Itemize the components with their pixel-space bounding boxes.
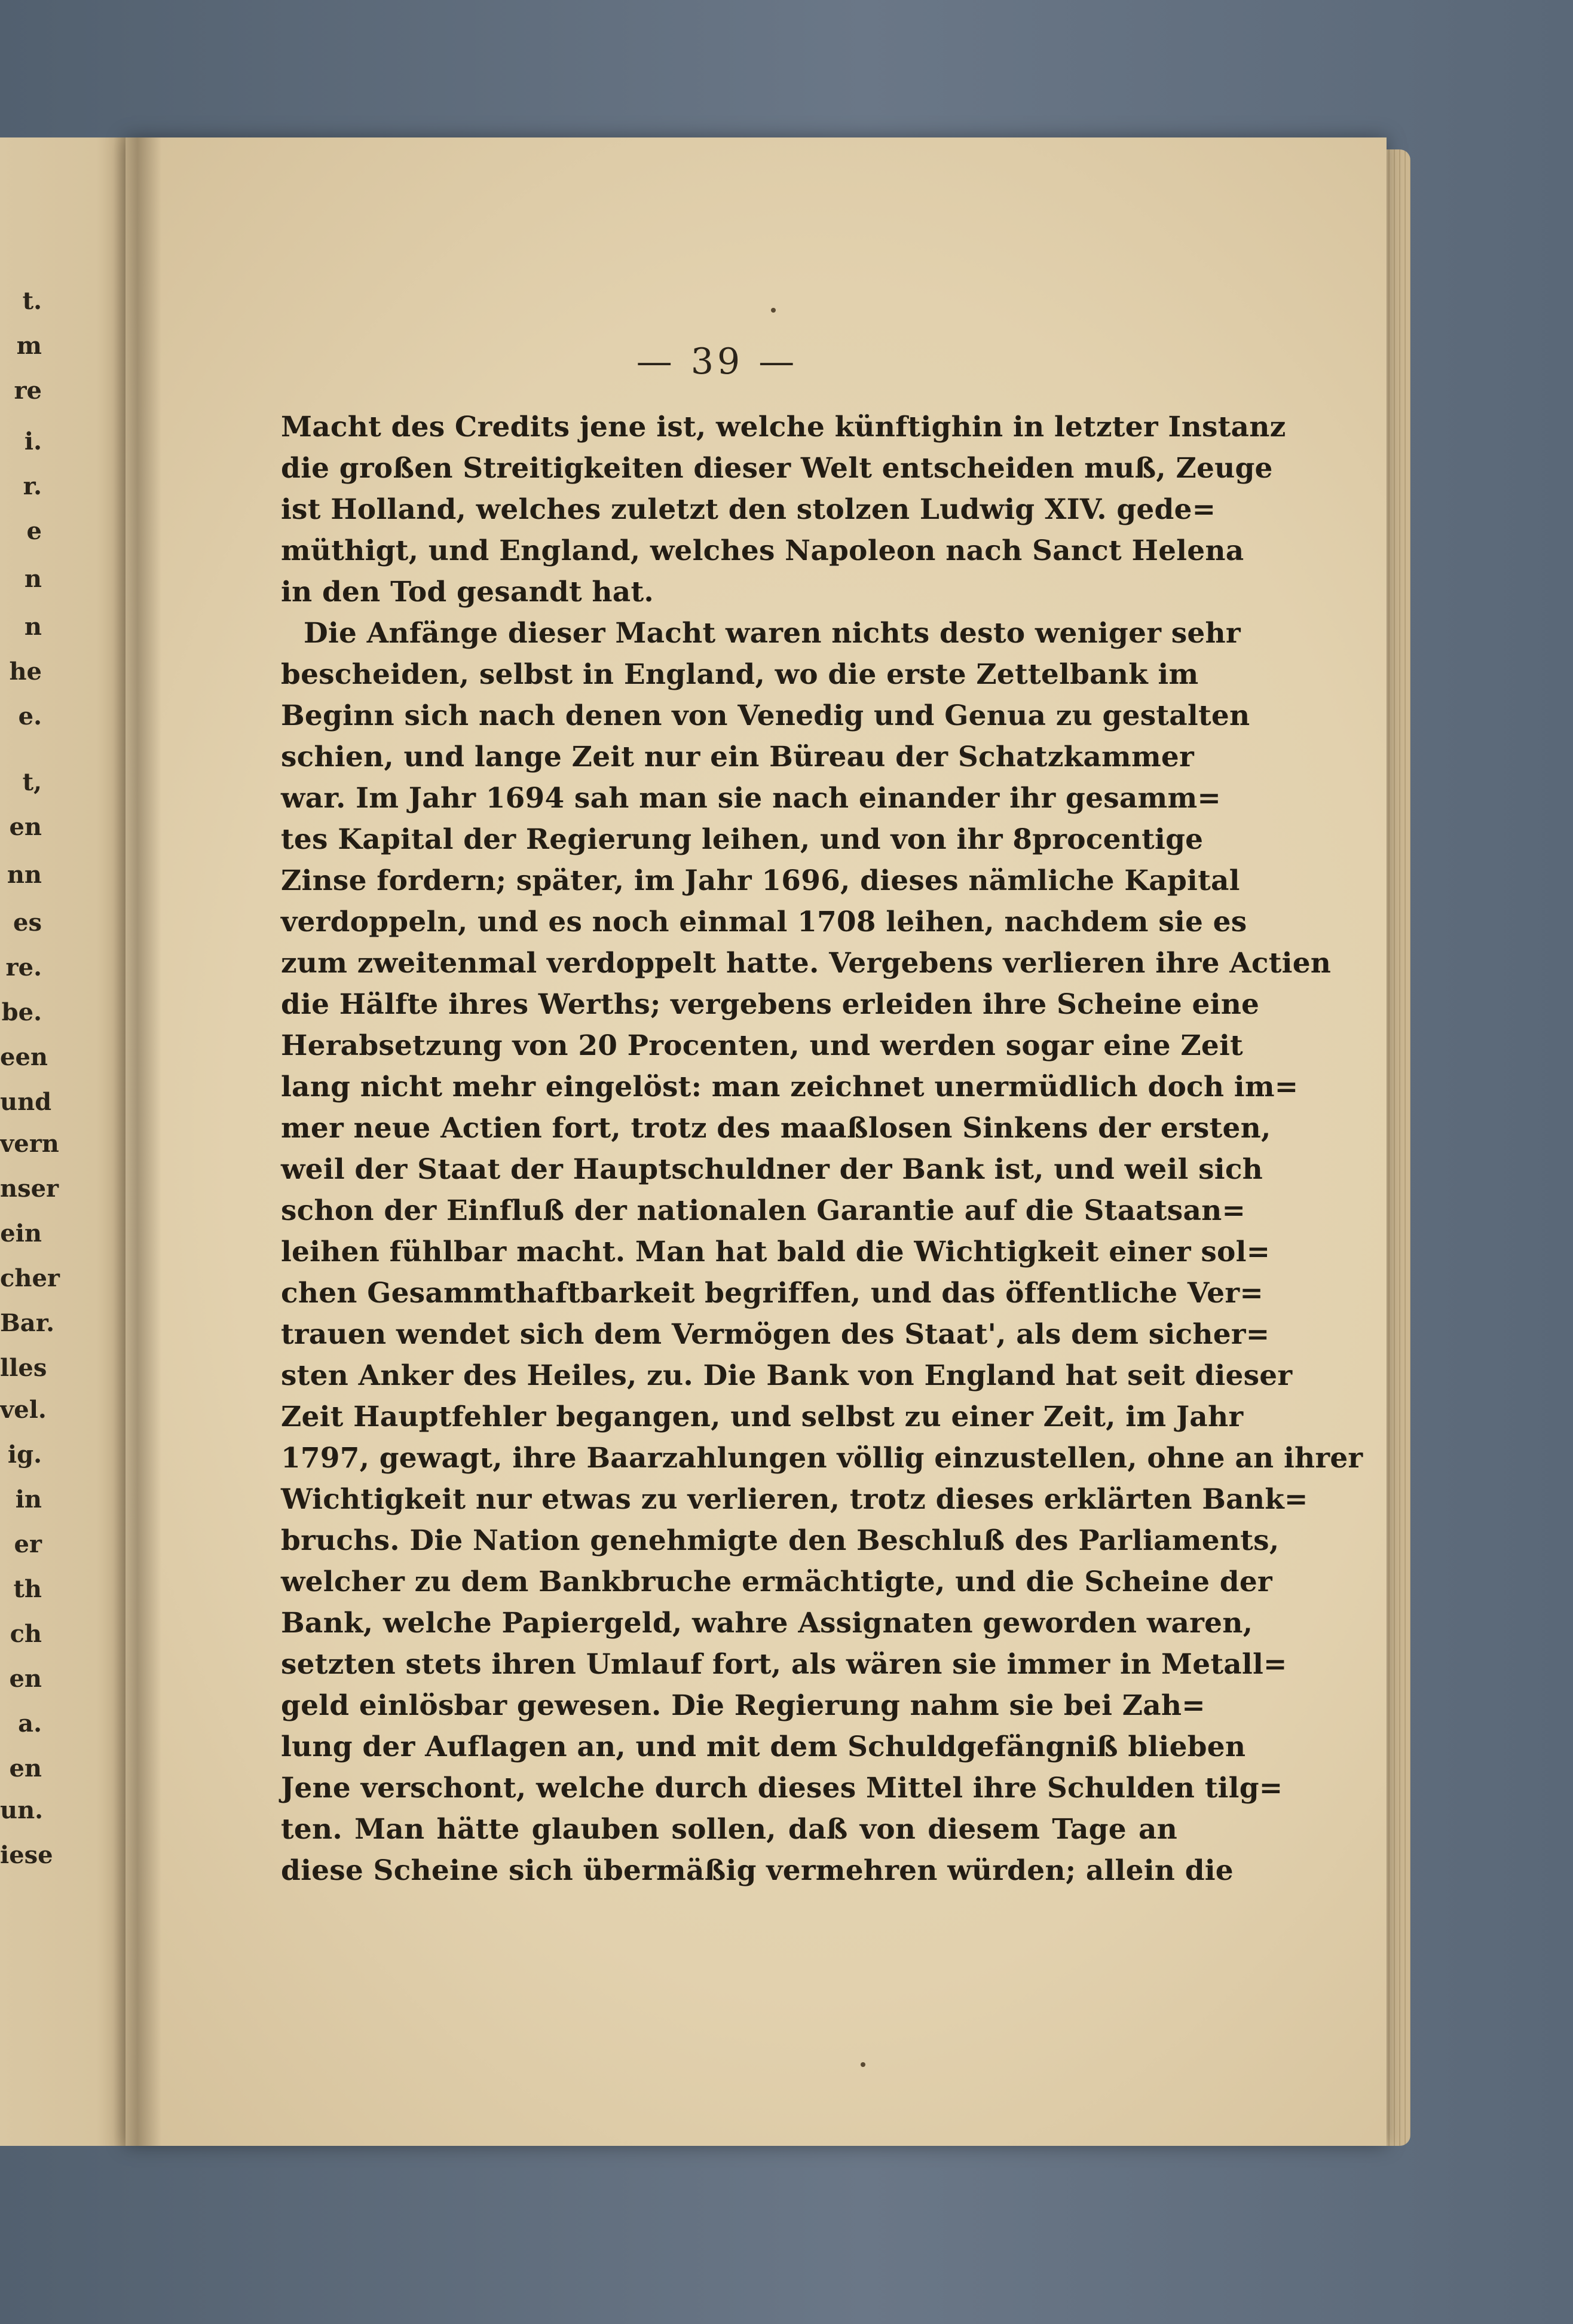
paper-speck [861,2062,865,2067]
text-line: setzten stets ihren Umlauf fort, als wären sie immer in Metall= [281,1648,1287,1681]
text-line: Beginn sich nach denen von Venedig und Genua zu gestalten [281,699,1250,732]
facing-page-fragment: er [14,1530,42,1558]
text-line: Macht des Credits jene ist, welche künftighin in letzter Instanz [281,411,1286,444]
text-line: Die Anfänge dieser Macht waren nichts desto weniger sehr [304,617,1241,650]
facing-page-fragment: iese [0,1841,53,1869]
facing-page-fragment: cher [0,1264,60,1292]
text-line: chen Gesammthaftbarkeit begriffen, und das öffentliche Ver= [281,1277,1263,1310]
text-line: 1797, gewagt, ihre Baarzahlungen völlig einzustellen, ohne an ihrer [281,1442,1363,1475]
facing-page-fragment: ig. [7,1441,42,1469]
facing-page-fragment: een [0,1043,48,1071]
text-line: bruchs. Die Nation genehmigte den Beschluß des Parliaments, [281,1524,1280,1557]
facing-page-fragment: es [13,909,42,937]
facing-page-fragment: e [26,517,42,545]
facing-page-fragment: und [0,1088,52,1116]
page-number: — 39 — [636,341,798,383]
facing-page-fragment: en [9,1665,42,1693]
paper-speck [771,308,776,313]
text-line: lang nicht mehr eingelöst: man zeichnet unermüdlich doch im= [281,1071,1299,1103]
facing-page-fragment: m [16,332,42,360]
text-line: die Hälfte ihres Werths; vergebens erleiden ihre Scheine eine [281,988,1260,1021]
facing-page-fragment: e. [18,702,42,730]
text-line: Zeit Hauptfehler begangen, und selbst zu einer Zeit, im Jahr [281,1400,1244,1433]
facing-page-fragment: n [24,613,42,641]
text-line: tes Kapital der Regierung leihen, und von ihr 8procentige [281,823,1204,856]
facing-page-fragment: ch [10,1620,42,1648]
facing-page-fragment: i. [24,427,42,455]
facing-page-fragment: re [14,377,42,405]
facing-page-fragment: un. [0,1796,44,1824]
text-line: zum zweitenmal verdoppelt hatte. Vergebens verlieren ihre Actien [281,947,1332,980]
text-line: bescheiden, selbst in England, wo die erste Zettelbank im [281,658,1199,691]
text-line: Zinse fordern; später, im Jahr 1696, dieses nämliche Kapital [281,864,1240,897]
text-line: müthigt, und England, welches Napoleon nach Sanct Helena [281,534,1244,567]
text-line: welcher zu dem Bankbruche ermächtigte, und die Scheine der [281,1565,1272,1598]
text-line: weil der Staat der Hauptschuldner der Bank ist, und weil sich [281,1153,1263,1186]
facing-page-fragment: vern [0,1130,59,1158]
facing-page-fragment: th [13,1575,42,1603]
facing-page-fragment: en [9,813,42,841]
text-line: schien, und lange Zeit nur ein Büreau der Schatzkammer [281,741,1194,773]
text-line: in den Tod gesandt hat. [281,576,654,608]
text-line: sten Anker des Heiles, zu. Die Bank von England hat seit dieser [281,1359,1293,1392]
facing-page-fragment: Bar. [0,1309,55,1337]
facing-page-fragment: vel. [0,1396,47,1424]
text-line: war. Im Jahr 1694 sah man sie nach einander ihr gesamm= [281,782,1221,815]
gutter-shadow [114,137,161,2146]
text-line: ten. Man hätte glauben sollen, daß von diesem Tage an [281,1813,1177,1846]
text-line: ist Holland, welches zuletzt den stolzen Ludwig XIV. gede= [281,493,1216,526]
facing-page-fragment: he [9,658,42,686]
text-line: trauen wendet sich dem Vermögen des Staat', als dem sicher= [281,1318,1270,1351]
facing-page-fragment: t, [22,768,42,796]
facing-page-fragment: in [15,1485,42,1513]
facing-page-fragment: en [9,1754,42,1782]
facing-page-fragment: ein [0,1219,42,1247]
text-line: Bank, welche Papiergeld, wahre Assignaten geworden waren, [281,1607,1253,1640]
facing-page-fragment: t. [22,287,42,315]
text-line: Herabsetzung von 20 Procenten, und werden sogar eine Zeit [281,1029,1243,1062]
facing-page-fragment: re. [5,953,42,981]
facing-page-fragment: r. [23,472,42,500]
text-line: Jene verschont, welche durch dieses Mittel ihre Schulden tilg= [281,1772,1283,1805]
text-line: Wichtigkeit nur etwas zu verlieren, trotz dieses erklärten Bank= [281,1483,1308,1516]
text-line: die großen Streitigkeiten dieser Welt entscheiden muß, Zeuge [281,452,1273,485]
facing-page-fragment: nn [7,861,42,889]
body-text [281,406,1363,1891]
text-line: leihen fühlbar macht. Man hat bald die Wichtigkeit einer sol= [281,1236,1271,1268]
text-line: mer neue Actien fort, trotz des maaßlosen Sinkens der ersten, [281,1112,1271,1145]
facing-page-fragment: a. [18,1710,42,1738]
text-line: diese Scheine sich übermäßig vermehren würden; allein die [281,1854,1234,1887]
text-line: schon der Einfluß der nationalen Garantie auf die Staatsan= [281,1194,1246,1227]
text-line: geld einlösbar gewesen. Die Regierung nahm sie bei Zah= [281,1689,1205,1722]
facing-page-fragment: n [24,565,42,593]
facing-page-fragment: nser [0,1175,59,1203]
text-line: verdoppeln, und es noch einmal 1708 leihen, nachdem sie es [281,906,1247,938]
facing-page-fragment: be. [1,998,42,1026]
facing-page-fragment: lles [0,1354,47,1382]
text-line: lung der Auflagen an, und mit dem Schuldgefängniß blieben [281,1730,1246,1763]
